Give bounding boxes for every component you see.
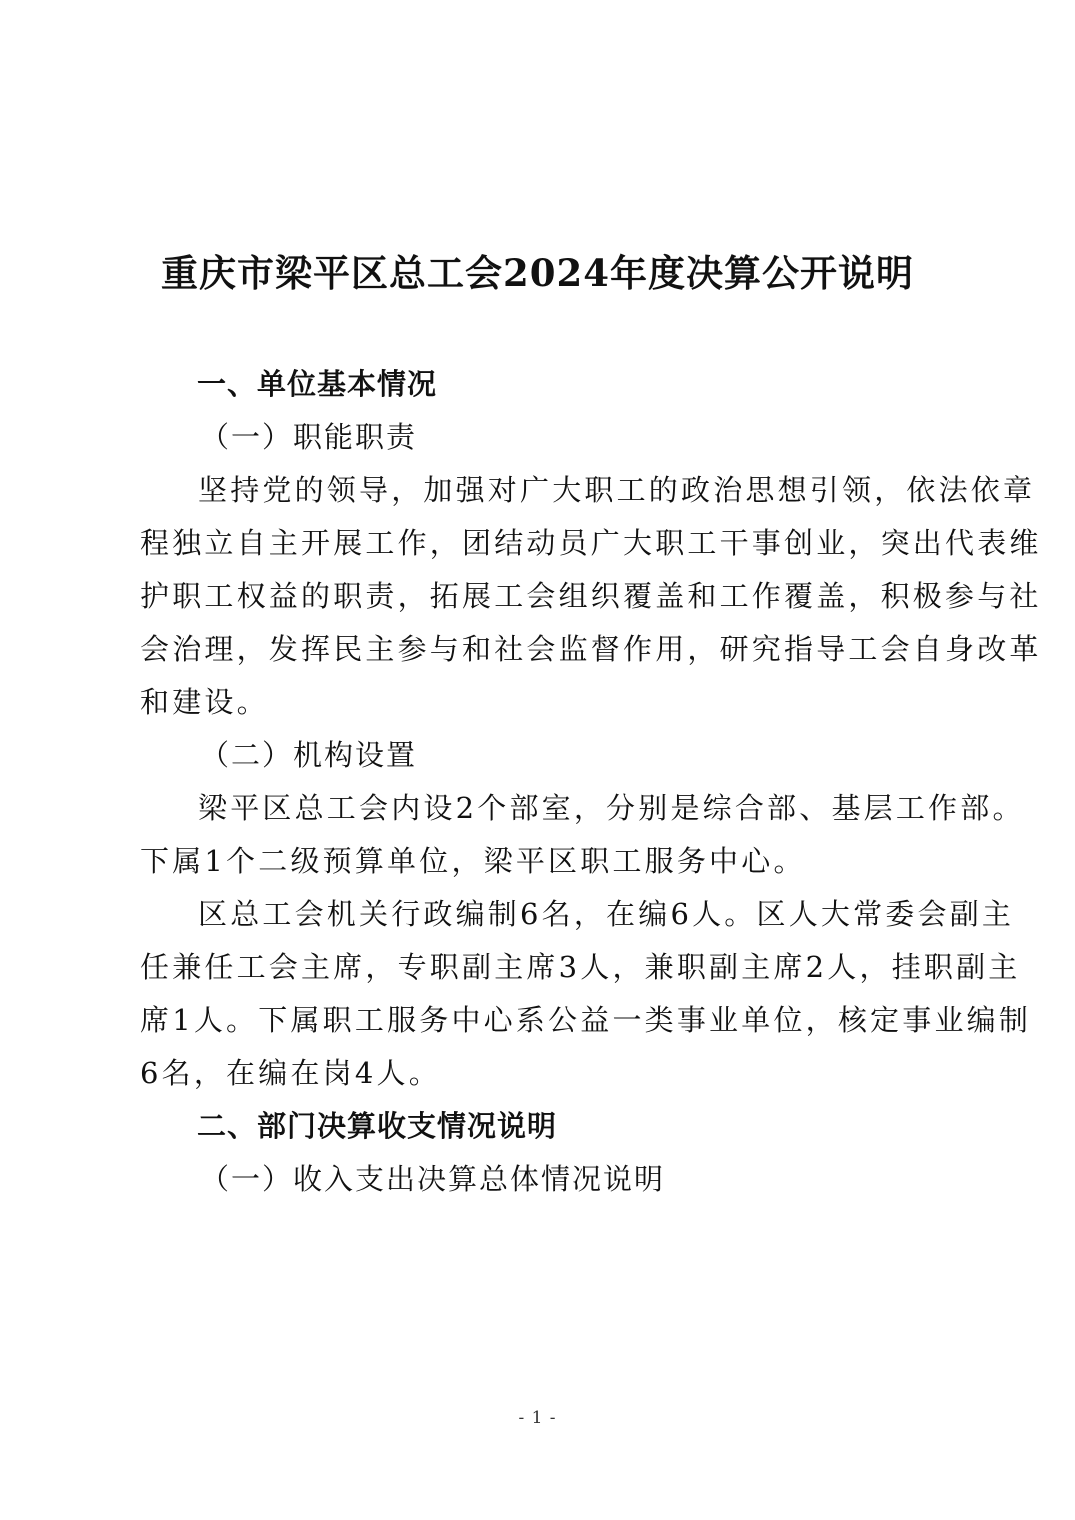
subsection-heading-organization: （二）机构设置 <box>200 738 418 772</box>
paragraph-line: 席1人。下属职工服务中心系公益一类事业单位，核定事业编制 <box>140 1003 1032 1037</box>
paragraph-line: 和建设。 <box>140 685 269 719</box>
paragraph-staffing <box>140 888 1032 1100</box>
document-body <box>140 358 1042 1206</box>
paragraph-line: 任兼任工会主席，专职副主席3人，兼职副主席2人，挂职副主 <box>140 950 1021 984</box>
paragraph-line: 梁平区总工会内设2个部室，分别是综合部、基层工作部。 <box>198 791 1025 825</box>
paragraph-line: 坚持党的领导，加强对广大职工的政治思想引领，依法依章 <box>198 473 1036 507</box>
subsection-heading-overall-revenue-expenditure: （一）收入支出决算总体情况说明 <box>200 1162 666 1196</box>
paragraph-line: 程独立自主开展工作，团结动员广大职工干事创业，突出代表维 <box>140 526 1042 560</box>
paragraph-duties <box>140 464 1042 729</box>
paragraph-line: 6名，在编在岗4人。 <box>140 1056 441 1090</box>
paragraph-line: 区总工会机关行政编制6名，在编6人。区人大常委会副主 <box>198 897 1015 931</box>
section-heading-budget-statement: 二、部门决算收支情况说明 <box>197 1109 558 1143</box>
paragraph-line: 护职工权益的职责，拓展工会组织覆盖和工作覆盖，积极参与社 <box>140 579 1042 613</box>
paragraph-departments <box>140 782 1025 888</box>
subsection-heading-duties: （一）职能职责 <box>200 420 418 454</box>
paragraph-line: 会治理，发挥民主参与和社会监督作用，研究指导工会自身改革 <box>140 632 1042 666</box>
section-heading-basic-info: 一、单位基本情况 <box>197 367 438 401</box>
paragraph-line: 下属1个二级预算单位，梁平区职工服务中心。 <box>140 844 806 878</box>
page-number: - 1 - <box>518 1408 557 1428</box>
document-title: 重庆市梁平区总工会2024年度决算公开说明 <box>161 251 914 295</box>
